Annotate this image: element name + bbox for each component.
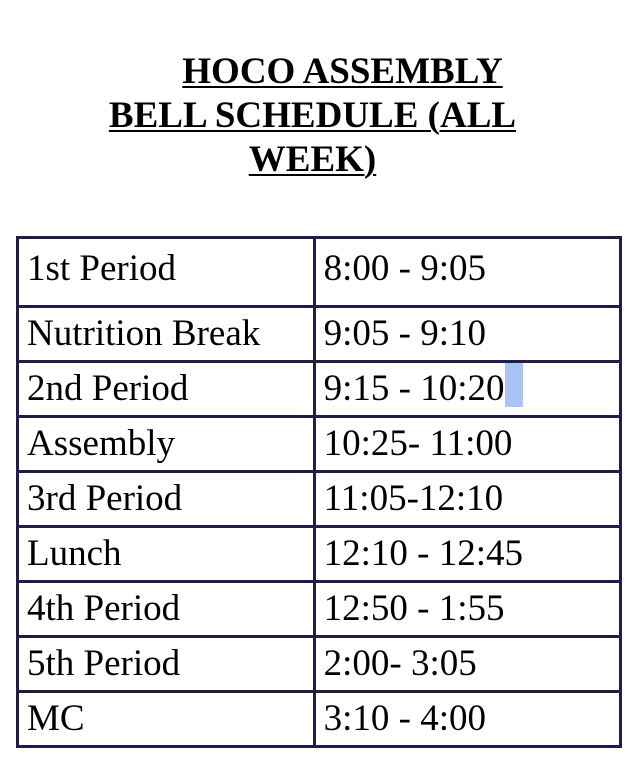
table-row [18, 582, 621, 637]
page-title [60, 50, 565, 182]
time-cell[interactable]: 2:00- 3:05 [314, 637, 620, 692]
title-line-2: BELL SCHEDULE (ALL [108, 95, 517, 136]
time-cell[interactable]: 12:50 - 1:55 [314, 582, 620, 637]
table-row [18, 527, 621, 582]
table-row [18, 417, 621, 472]
period-cell[interactable]: 1st Period [18, 238, 315, 307]
table-row [18, 362, 621, 417]
table-row [18, 637, 621, 692]
title-line-1: HOCO ASSEMBLY [182, 51, 503, 92]
table-row [18, 472, 621, 527]
time-cell[interactable]: 3:10 - 4:00 [314, 692, 620, 747]
time-cell-text: 9:15 - 10:20 [323, 368, 505, 409]
period-cell[interactable]: Nutrition Break [18, 307, 315, 362]
period-cell[interactable]: Assembly [18, 417, 315, 472]
table-row [18, 692, 621, 747]
time-cell[interactable]: 11:05-12:10 [314, 472, 620, 527]
time-cell[interactable]: 8:00 - 9:05 [314, 238, 620, 307]
table-row [18, 307, 621, 362]
period-cell[interactable]: MC [18, 692, 315, 747]
time-cell[interactable]: 9:05 - 9:10 [314, 307, 620, 362]
period-cell[interactable]: 2nd Period [18, 362, 315, 417]
text-selection-cursor [505, 363, 523, 407]
time-cell-with-cursor[interactable] [314, 362, 620, 417]
title-line-3: WEEK) [248, 139, 377, 180]
table-row [18, 238, 621, 307]
time-cell[interactable]: 12:10 - 12:45 [314, 527, 620, 582]
period-cell[interactable]: 3rd Period [18, 472, 315, 527]
time-cell[interactable]: 10:25- 11:00 [314, 417, 620, 472]
bell-schedule-table [16, 236, 622, 748]
period-cell[interactable]: 4th Period [18, 582, 315, 637]
period-cell[interactable]: Lunch [18, 527, 315, 582]
period-cell[interactable]: 5th Period [18, 637, 315, 692]
